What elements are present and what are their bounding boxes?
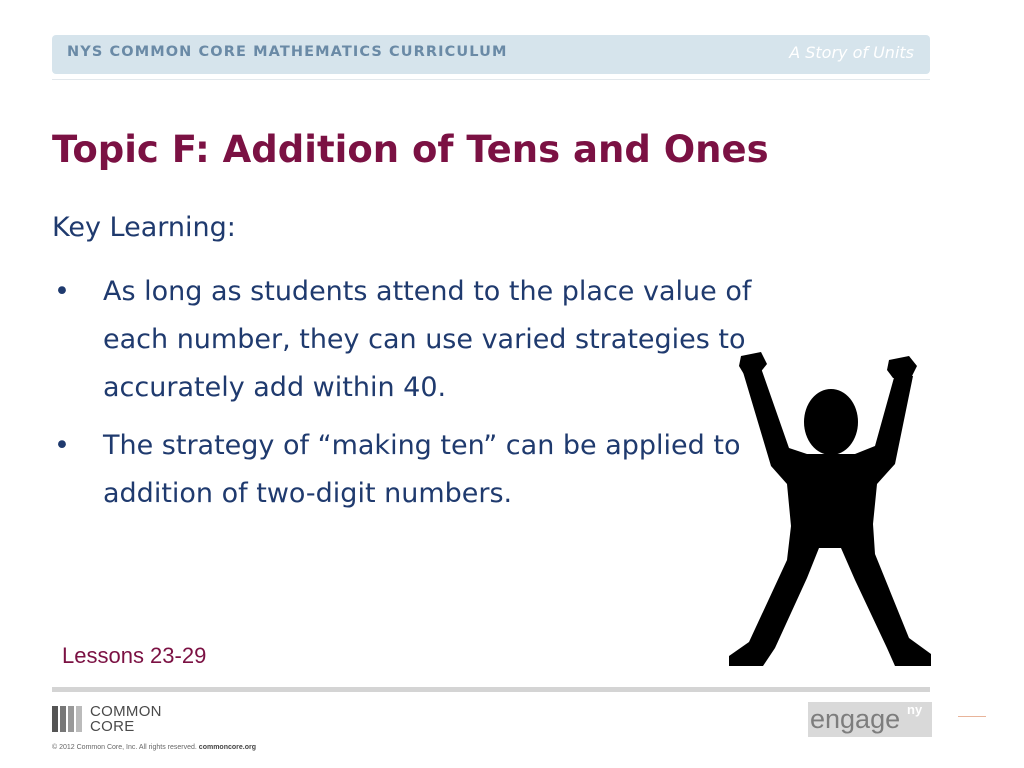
- accent-line: [958, 716, 986, 717]
- bullet-text: As long as students attend to the place value of each number, they can use varied strategies to accurately add within 40.: [103, 276, 752, 403]
- header-divider: [52, 79, 930, 80]
- engage-wordmark: engage: [810, 704, 901, 734]
- bullet-item: [52, 268, 752, 412]
- common-core-bars-icon: [52, 706, 86, 732]
- copyright-text: © 2012 Common Core, Inc. All rights reserved.: [52, 744, 197, 751]
- bullet-marker: •: [54, 430, 70, 461]
- story-of-units-label: A Story of Units: [789, 43, 914, 62]
- slide-title: Topic F: Addition of Tens and Ones: [52, 128, 769, 171]
- logo-line-1: COMMON: [90, 703, 162, 720]
- engage-ny-superscript: ny: [907, 702, 923, 717]
- lessons-range: Lessons 23-29: [62, 643, 207, 668]
- common-core-wordmark: [90, 704, 162, 734]
- person-arms-raised-icon: [727, 348, 933, 668]
- copyright-link[interactable]: commoncore.org: [198, 744, 256, 751]
- engage-ny-logo: [808, 702, 932, 737]
- footer-divider: [52, 687, 930, 692]
- copyright-notice: [52, 744, 256, 751]
- key-learning-list: [52, 268, 752, 528]
- bullet-marker: •: [54, 276, 70, 307]
- bullet-text: The strategy of “making ten” can be applied to addition of two-digit numbers.: [103, 430, 741, 509]
- curriculum-title: NYS COMMON CORE MATHEMATICS CURRICULUM: [67, 44, 508, 60]
- key-learning-label: Key Learning:: [52, 212, 236, 243]
- logo-line-2: CORE: [90, 718, 135, 735]
- bullet-item: [52, 422, 752, 518]
- common-core-logo: [52, 704, 192, 736]
- header-band: [52, 35, 930, 74]
